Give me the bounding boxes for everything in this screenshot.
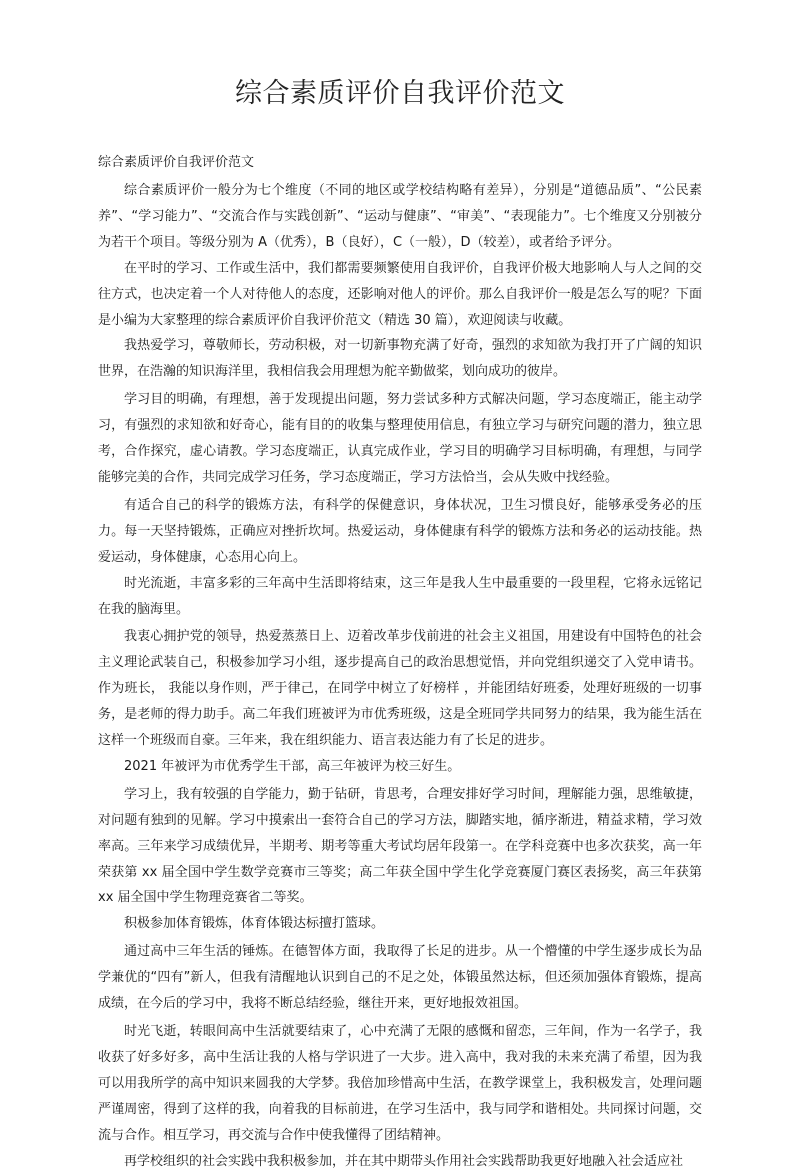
paragraph-exercise: 有适合自己的科学的锻炼方法，有科学的保健意识，身体状况，卫生习惯良好，能够承受务必的压力。每一天坚持锻炼，正确应对挫折坎坷。热爱运动，身体健康有科学的锻炼方法和务必的运动技能。热爱运动，身体健康，心态用心向上。 bbox=[98, 497, 702, 565]
paragraph-time-flies: 时光流逝，丰富多彩的三年高中生活即将结束，这三年是我人生中最重要的一段里程，它将永远铭记在我的脑海里。 bbox=[98, 575, 702, 617]
paragraph-self-evaluation: 在平时的学习、工作或生活中，我们都需要频繁使用自我评价，自我评价极大地影响人与人之间的交往方式，也决定着一个人对待他人的态度，还影响对他人的评价。那么自我评价一般是怎么写的呢？下面是小编为大家整理的综合素质评价自我评价范文（精选 30 篇），欢迎阅读与收藏。 bbox=[98, 260, 702, 328]
paragraph-intro: 综合素质评价一般分为七个维度（不同的地区或学校结构略有差异），分别是“道德品质”、“公民素养”、“学习能力”、“交流合作与实践创新”、“运动与健康”、“审美”、“表现能力”。七个维度又分别被分为若干个项目。等级分别为 A（优秀），B（良好），C（一般），D（较差），或者给予评分。 bbox=[98, 183, 702, 250]
paragraph-party-support: 我衷心拥护党的领导，热爱蒸蒸日上、迈着改革步伐前进的社会主义祖国，用建设有中国特色的社会主义理论武装自己，积极参加学习小组，逐步提高自己的政治思想觉悟，并向党组织递交了入党申请书。作为班长， 我能以身作则，严于律己，在同学中树立了好榜样 ，并能团结好班委，处理好班级的一切事务，是老师的得力助手。高二年我们班被评为市优秀班级，这是全班同学共同努力的结果，我为能生活在这样一个班级而自豪。三年来，我在组织能力、语言表达能力有了长足的进步。 bbox=[98, 629, 702, 749]
page-title: 综合素质评价自我评价范文 bbox=[235, 78, 565, 109]
document-body bbox=[98, 178, 702, 1174]
paragraph-learning-goals: 学习目的明确，有理想，善于发现提出问题，努力尝试多种方式解决问题，学习态度端正，能主动学习，有强烈的求知欲和好奇心，能有目的的收集与整理使用信息，有独立学习与研究问题的潜力，独立思考，合作探究，虚心请教。学习态度端正，认真完成作业，学习目的明确学习目标明确，有理想，与同学能够完美的合作，共同完成学习任务，学习态度端正，学习方法恰当，会从失败中找经验。 bbox=[98, 392, 702, 485]
document-subtitle: 综合素质评价自我评价范文 bbox=[98, 155, 255, 170]
paragraph-sports: 积极参加体育锻炼，体育体锻达标擅打篮球。 bbox=[124, 916, 385, 932]
paragraph-growth: 通过高中三年生活的锤炼。在德智体方面，我取得了长足的进步。从一个懵懂的中学生逐步成长为品学兼优的“四有”新人，但我有清醒地认识到自己的不足之处，体锻虽然达标，但还须加强体育锻炼，提高成绩，在今后的学习中，我将不断总结经验，继往开来，更好地报效祖国。 bbox=[98, 944, 702, 1012]
paragraph-love-learning: 我热爱学习，尊敬师长，劳动积极，对一切新事物充满了好奇，强烈的求知欲为我打开了广阔的知识世界，在浩瀚的知识海洋里，我相信我会用理想为舵辛勤做桨，划向成功的彼岸。 bbox=[98, 338, 702, 380]
paragraph-study: 学习上，我有较强的自学能力，勤于钻研，肯思考，合理安排好学习时间，理解能力强，思维敏捷，对问题有独到的见解。学习中摸索出一套符合自己的学习方法，脚踏实地，循序渐进，精益求精，学习效率高。三年来学习成绩优异，半期考、期考等重大考试均居年段第一。在学科竞赛中也多次获奖，高一年荣获第 xx 届全国中学生数学竞赛市三等奖；高二年获全国中学生化学竞赛厦门赛区表扬奖，高三年获第 xx 届全国中学生物理竞赛省二等奖。 bbox=[98, 786, 702, 906]
paragraph-reflection: 时光飞逝，转眼间高中生活就要结束了，心中充满了无限的感慨和留恋，三年间，作为一名学子，我收获了好多好多，高中生活让我的人格与学识进了一大步。进入高中，我对我的未来充满了希望，因为我可以用我所学的高中知识来圆我的大学梦。我倍加珍惜高中生活，在教学课堂上，我积极发言，处理问题严谨周密，得到了这样的我，向着我的目标前进，在学习生活中，我与同学和谐相处。共同探讨问题，交流与合作。相互学习，再交流与合作中使我懂得了团结精神。 bbox=[98, 1024, 702, 1143]
paragraph-social-practice: 再学校组织的社会实践中我积极参加，并在其中期带头作用社会实践帮助我更好地融入社会适应社 bbox=[124, 1153, 684, 1169]
paragraph-honors: 2021 年被评为市优秀学生干部，高三年被评为校三好生。 bbox=[124, 758, 461, 774]
